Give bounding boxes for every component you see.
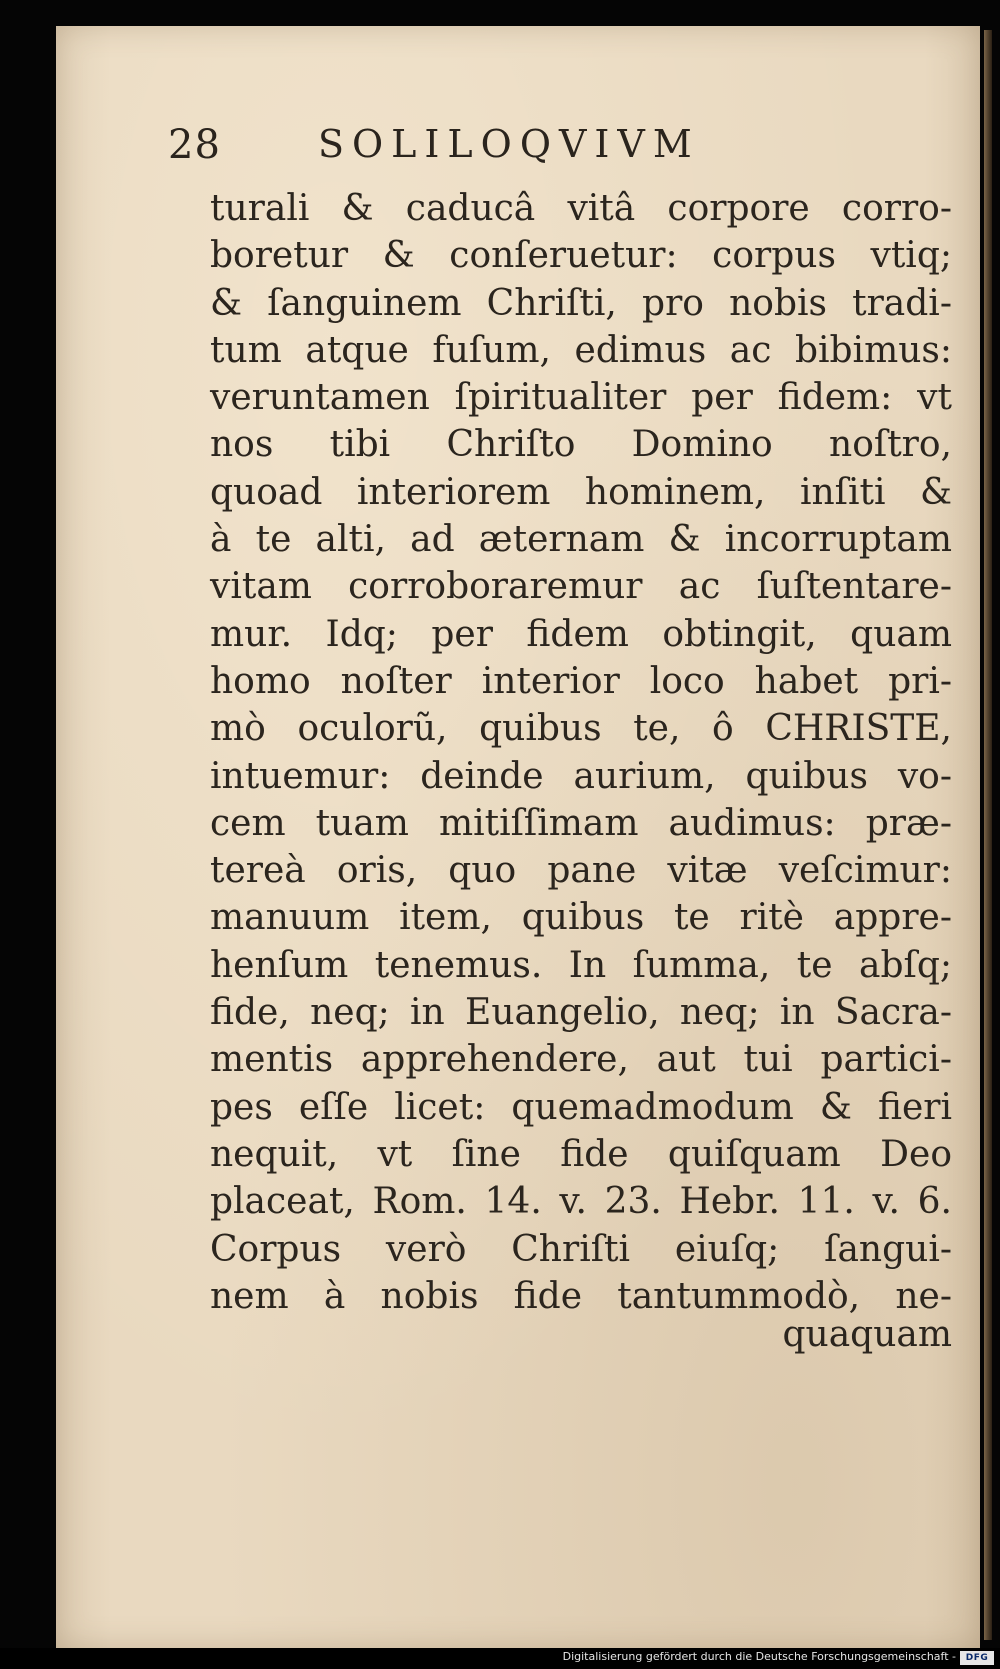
text-line: manuum item, quibus te ritè appre- [210, 897, 952, 939]
text-line: nos tibi Chriſto Domino noſtro, [210, 424, 952, 466]
text-line: tum atque fuſum, edimus ac bibimus: [210, 329, 952, 371]
footer-credit: Digitalisierung gefördert durch die Deutsche Forschungsgemeinschaft - [562, 1650, 956, 1663]
text-line: Corpus verò Chriſti eiuſq; ſangui- [210, 1228, 952, 1270]
page-header [168, 120, 848, 182]
text-line: pes eſſe licet: quemadmodum & fieri [210, 1086, 952, 1128]
text-line: mò oculorũ, quibus te, ô CHRISTE, [210, 708, 952, 750]
page-edge [984, 30, 992, 1640]
text-line: à te alti, ad æternam & incorruptam [210, 519, 952, 561]
text-line: turali & caducâ vitâ corpore corro- [210, 188, 952, 229]
text-line: cem tuam mitiſſimam audimus: præ- [210, 802, 952, 844]
text-line: intuemur: deinde aurium, quibus vo- [210, 755, 952, 797]
page-number: 28 [168, 122, 221, 168]
body-text [210, 185, 952, 1320]
text-line: mentis apprehendere, aut tui partici- [210, 1039, 952, 1081]
text-line: henſum tenemus. In ſumma, te abſq; [210, 944, 952, 986]
text-line: & ſanguinem Chriſti, pro nobis tradi- [210, 282, 952, 324]
text-line: mur. Idq; per fidem obtingit, quam [210, 613, 952, 655]
text-line: tereà oris, quo pane vitæ veſcimur: [210, 850, 952, 892]
text-line: homo noſter interior loco habet pri- [210, 660, 952, 702]
text-line: veruntamen ſpiritualiter per fidem: vt [210, 377, 952, 419]
text-line: boretur & conſeruetur: corpus vtiq; [210, 235, 952, 277]
text-line: vitam corroboraremur ac ſuſtentare- [210, 566, 952, 608]
catchword: quaquam [782, 1314, 952, 1355]
digitization-footer [0, 1648, 1000, 1669]
running-title: SOLILOQVIVM [318, 122, 700, 166]
text-line: quoad interiorem hominem, inſiti & [210, 471, 952, 513]
dfg-logo: DFG [960, 1651, 994, 1665]
text-line: nem à nobis fide tantummodò, ne- [210, 1275, 952, 1317]
text-line: fide, neq; in Euangelio, neq; in Sacra- [210, 992, 952, 1034]
text-line: placeat, Rom. 14. v. 23. Hebr. 11. v. 6. [210, 1181, 952, 1223]
text-line: nequit, vt ſine fide quiſquam Deo [210, 1133, 952, 1175]
